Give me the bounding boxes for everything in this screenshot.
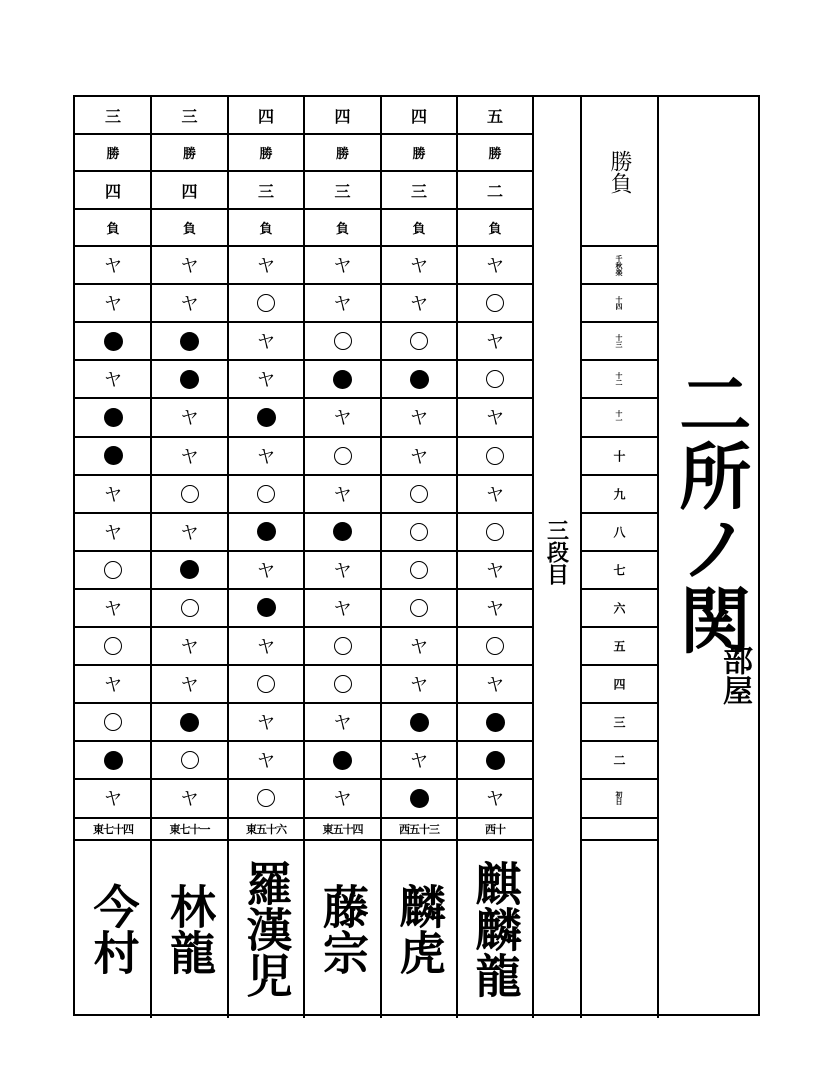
rest-mark: ヤ [333,484,352,506]
loss-count: 三 [334,181,351,201]
result-cell [457,703,533,741]
rest-mark: ヤ [410,294,428,316]
loss-mark [333,751,352,770]
result-cell [228,284,304,322]
result-cell [457,513,533,551]
result-cell [304,398,381,436]
win-mark [486,447,504,465]
wrestler-name-cell [75,840,151,1019]
result-cell [228,437,304,475]
win-mark [486,370,504,388]
result-cell [381,284,457,322]
rest-mark: ヤ [104,484,122,506]
result-cell [381,475,457,513]
result-cell [151,284,228,322]
rest-mark: ヤ [104,675,122,697]
day-label [581,475,658,513]
rest-mark: ヤ [333,598,352,620]
result-cell [304,437,381,475]
day-text: 八 [612,525,626,538]
win-mark [104,637,122,655]
stable-name-main: 二所ノ関 [667,367,753,655]
win-label: 勝 [259,147,273,162]
tally-header [581,97,658,246]
result-cell [75,589,151,627]
rest-mark: ヤ [486,598,504,620]
result-cell [75,551,151,589]
result-cell [75,437,151,475]
loss-mark [257,408,276,427]
result-cell [151,703,228,741]
rest-mark: ヤ [486,256,504,278]
day-label [581,398,658,436]
result-cell [457,284,533,322]
result-cell [151,437,228,475]
win-count: 四 [334,107,351,126]
result-cell [228,246,304,284]
result-cell [304,589,381,627]
torikumi-sheet [73,95,760,1016]
stable-name [658,367,760,787]
loss-count: 四 [181,181,198,201]
rank-label: 西五十三 [399,822,439,836]
day-text: 四 [612,678,626,691]
result-cell [381,627,457,665]
result-cell [457,551,533,589]
wrestler-name-cell [304,840,381,1019]
day-label [581,589,658,627]
day-text: 十 [612,449,626,462]
rest-mark: ヤ [333,713,352,735]
loss-mark [486,713,505,732]
rank-label: 東七十一 [169,822,210,836]
day-text: 十四 [615,296,624,311]
result-cell [304,475,381,513]
rest-mark: ヤ [410,637,428,659]
win-mark [334,637,352,655]
loss-mark [410,370,429,389]
result-cell [151,246,228,284]
rest-mark: ヤ [486,675,504,697]
rest-mark: ヤ [180,408,199,430]
result-cell [304,322,381,360]
result-cell [151,475,228,513]
loss-mark [180,713,199,732]
win-count: 四 [410,107,427,126]
wrestler-name: 麒麟龍 [468,859,523,998]
result-cell [75,322,151,360]
rest-mark: ヤ [410,675,428,697]
rest-mark: ヤ [486,332,504,354]
loss-mark [333,370,352,389]
tally-label: 勝負 [607,149,632,194]
day-label [581,284,658,322]
win-label: 勝 [182,147,196,162]
win-mark [104,561,122,579]
result-cell [381,246,457,284]
result-cell [151,322,228,360]
rest-mark: ヤ [410,408,428,430]
loss-label: 負 [259,222,273,237]
rest-mark: ヤ [180,522,199,544]
win-count: 五 [486,107,503,126]
result-cell [151,779,228,817]
day-text: 九 [612,487,626,500]
rest-mark: ヤ [180,256,199,278]
division-label: 三段目 [543,519,570,585]
rest-mark: ヤ [180,294,199,316]
day-text: 三 [612,716,626,729]
win-mark [334,332,352,350]
result-cell [228,741,304,779]
rest-mark: ヤ [104,294,122,316]
result-cell [75,475,151,513]
rest-mark: ヤ [104,789,122,811]
wrestler-name: 麟虎 [392,882,447,975]
day-label [581,741,658,779]
wrestler-name: 羅漢児 [239,859,294,998]
win-mark [257,485,275,503]
win-mark [257,675,275,693]
result-cell [151,665,228,703]
result-cell [381,513,457,551]
result-cell [75,360,151,398]
loss-mark [180,332,199,351]
loss-mark [333,522,352,541]
result-cell [228,513,304,551]
rest-mark: ヤ [180,789,199,811]
win-mark [410,599,428,617]
rest-mark: ヤ [410,256,428,278]
day-label [581,779,658,817]
loss-label: 負 [488,222,502,237]
rest-mark: ヤ [257,256,275,278]
wrestler-name-cell [151,840,228,1019]
loss-mark [104,408,123,427]
result-cell [381,322,457,360]
rank-label: 東七十四 [93,822,133,836]
result-cell [228,703,304,741]
result-cell [304,779,381,817]
loss-mark [104,446,123,465]
result-cell [304,551,381,589]
result-cell [75,284,151,322]
wrestler-name: 藤宗 [315,882,370,975]
day-text: 七 [612,563,626,576]
win-mark [181,485,199,503]
rest-mark: ヤ [104,598,122,620]
day-text: 十一 [615,410,624,425]
loss-mark [486,751,505,770]
loss-label: 負 [335,222,349,237]
win-mark [410,561,428,579]
result-cell [228,360,304,398]
result-cell [228,779,304,817]
result-cell [381,360,457,398]
loss-label: 負 [182,222,196,237]
result-cell [457,360,533,398]
win-mark [334,447,352,465]
rest-mark: ヤ [257,332,275,354]
result-cell [75,513,151,551]
result-cell [228,665,304,703]
result-cell [151,741,228,779]
loss-count: 三 [410,181,427,201]
result-cell [151,551,228,589]
result-cell [381,779,457,817]
day-text: 二 [612,754,626,767]
result-cell [151,360,228,398]
result-cell [151,513,228,551]
rest-mark: ヤ [333,256,352,278]
rank-label: 東五十四 [322,822,363,836]
rest-mark: ヤ [257,751,275,773]
result-cell [381,551,457,589]
result-cell [228,551,304,589]
result-cell [457,627,533,665]
result-cell [151,398,228,436]
rest-mark: ヤ [257,370,275,392]
rest-mark: ヤ [486,560,504,582]
rest-mark: ヤ [333,789,352,811]
result-cell [304,360,381,398]
rest-mark: ヤ [180,637,199,659]
result-cell [457,741,533,779]
day-text: 初日 [615,791,624,806]
rest-mark: ヤ [333,560,352,582]
day-text: 五 [612,640,626,653]
result-cell [304,703,381,741]
win-mark [486,294,504,312]
result-cell [381,703,457,741]
win-mark [486,523,504,541]
result-cell [228,475,304,513]
rest-mark: ヤ [333,294,352,316]
day-text: 十二 [615,372,624,387]
rank-label: 東五十六 [246,822,286,836]
result-cell [457,398,533,436]
rest-mark: ヤ [104,256,122,278]
day-label [581,437,658,475]
result-cell [228,322,304,360]
result-cell [381,741,457,779]
division-cell [533,477,581,627]
day-label [581,322,658,360]
win-mark [410,332,428,350]
wrestler-name-cell [381,840,457,1019]
rest-mark: ヤ [257,637,275,659]
loss-label: 負 [412,222,426,237]
result-cell [381,589,457,627]
loss-mark [410,789,429,808]
result-cell [151,627,228,665]
wrestler-name: 林龍 [162,882,217,975]
result-cell [151,589,228,627]
rest-mark: ヤ [257,713,275,735]
win-label: 勝 [335,147,349,162]
day-text: 千秋楽 [615,254,624,276]
rest-mark: ヤ [180,446,199,468]
win-mark [334,675,352,693]
rest-mark: ヤ [180,675,199,697]
day-label [581,627,658,665]
rest-mark: ヤ [486,789,504,811]
win-label: 勝 [488,147,502,162]
win-mark [410,523,428,541]
rest-mark: ヤ [410,751,428,773]
loss-mark [104,751,123,770]
result-cell [228,398,304,436]
rest-mark: ヤ [333,408,352,430]
wrestler-name-cell [228,840,304,1019]
rest-mark: ヤ [257,560,275,582]
stable-name-suffix: 部屋 [717,645,752,705]
win-mark [181,599,199,617]
day-label [581,665,658,703]
day-text: 十三 [615,334,624,349]
result-cell [457,475,533,513]
rest-mark: ヤ [104,522,122,544]
day-text: 六 [612,601,626,614]
day-label [581,551,658,589]
result-cell [75,665,151,703]
win-mark [410,485,428,503]
win-mark [181,751,199,769]
result-cell [304,513,381,551]
win-label: 勝 [106,147,120,162]
win-label: 勝 [412,147,426,162]
rest-mark: ヤ [486,408,504,430]
result-cell [304,284,381,322]
result-cell [75,246,151,284]
day-label [581,246,658,284]
win-count: 三 [181,107,198,126]
loss-label: 負 [106,222,120,237]
result-cell [457,779,533,817]
rest-mark: ヤ [486,484,504,506]
result-cell [75,741,151,779]
result-cell [457,437,533,475]
rank-label: 西十 [485,822,505,836]
result-cell [457,589,533,627]
day-label [581,360,658,398]
result-cell [228,589,304,627]
loss-mark [180,370,199,389]
loss-count: 二 [486,181,503,201]
loss-mark [180,560,199,579]
result-cell [228,627,304,665]
row-divider [581,839,658,841]
result-cell [75,779,151,817]
loss-mark [257,522,276,541]
result-cell [457,246,533,284]
result-cell [75,703,151,741]
win-mark [486,637,504,655]
loss-mark [257,598,276,617]
result-cell [75,627,151,665]
loss-mark [104,332,123,351]
loss-count: 四 [104,181,121,201]
day-label [581,513,658,551]
rest-mark: ヤ [257,446,275,468]
loss-count: 三 [257,181,274,201]
wrestler-name-cell [457,840,533,1019]
win-count: 四 [257,107,274,126]
rest-mark: ヤ [104,370,122,392]
result-cell [304,246,381,284]
result-cell [381,398,457,436]
win-count: 三 [104,107,121,126]
result-cell [304,627,381,665]
win-mark [104,713,122,731]
result-cell [457,665,533,703]
rest-mark: ヤ [410,446,428,468]
result-cell [304,741,381,779]
wrestler-name: 今村 [86,882,141,975]
result-cell [381,665,457,703]
result-cell [304,665,381,703]
result-cell [457,322,533,360]
day-label [581,703,658,741]
win-mark [257,294,275,312]
win-mark [257,789,275,807]
result-cell [75,398,151,436]
loss-mark [410,713,429,732]
result-cell [381,437,457,475]
